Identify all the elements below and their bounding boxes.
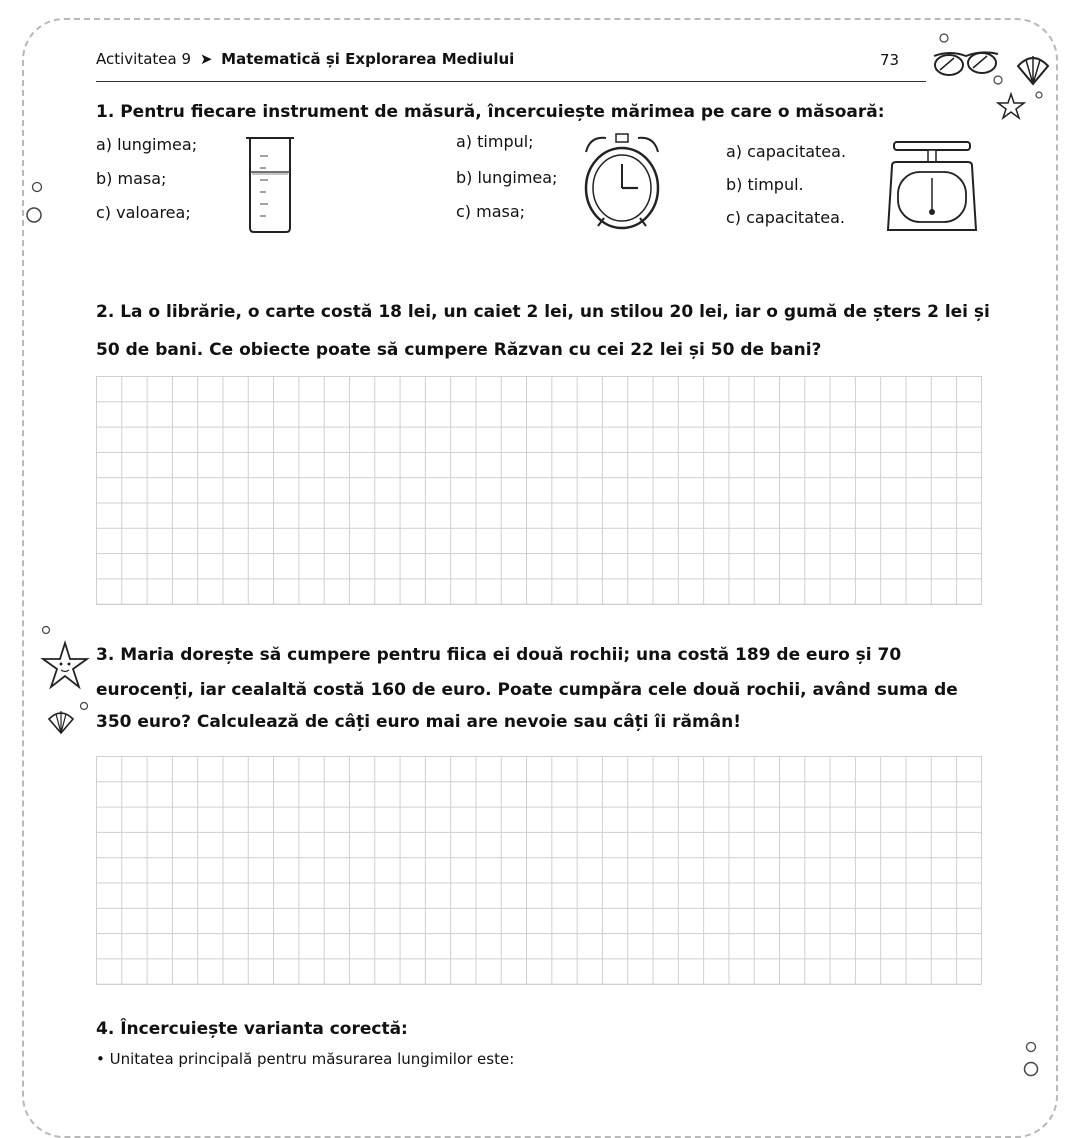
answer-grid-q2[interactable] <box>96 376 982 605</box>
bubble-icon <box>1024 1040 1038 1054</box>
q1-option[interactable]: b) masa; <box>96 169 167 188</box>
header-divider <box>96 81 926 82</box>
seashell-icon <box>46 708 76 736</box>
page-number: 73 <box>880 51 900 69</box>
bubble-icon <box>24 205 44 225</box>
beaker-icon <box>238 134 302 234</box>
arrow-icon: ➤ <box>199 50 213 68</box>
bubble-icon <box>78 700 90 712</box>
q1-option[interactable]: c) masa; <box>456 202 526 221</box>
bubble-icon <box>40 624 52 636</box>
question-4-bullet: • Unitatea principală pentru măsurarea lungimilor este: <box>96 1050 515 1068</box>
q1-option[interactable]: a) lungimea; <box>96 135 198 154</box>
activity-label: Activitatea 9 <box>96 50 192 68</box>
question-4-title: 4. Încercuiește varianta corectă: <box>96 1019 408 1039</box>
q1-option[interactable]: c) capacitatea. <box>726 208 846 227</box>
bubble-icon <box>992 74 1004 86</box>
q1-option[interactable]: a) capacitatea. <box>726 142 847 161</box>
question-3-line: eurocenți, iar cealaltă costă 160 de euro. Poate cumpăra cele două rochii, având suma de <box>96 680 958 700</box>
bubble-icon <box>30 180 44 194</box>
question-2-line: 2. La o librărie, o carte costă 18 lei, un caiet 2 lei, un stilou 20 lei, iar o gumă de șters 2 lei și <box>96 302 990 322</box>
q1-option[interactable]: c) valoarea; <box>96 203 191 222</box>
bubble-icon <box>1022 1060 1040 1078</box>
bubble-icon <box>1034 90 1044 100</box>
question-1-title: 1. Pentru fiecare instrument de măsură, încercuiește mărimea pe care o măsoară: <box>96 102 885 122</box>
answer-grid-q3[interactable] <box>96 756 982 985</box>
question-2-line: 50 de bani. Ce obiecte poate să cumpere Răzvan cu cei 22 lei și 50 de bani? <box>96 340 822 360</box>
kitchen-scale-icon <box>884 138 980 236</box>
bubble-icon <box>938 32 950 44</box>
q1-option[interactable]: b) timpul. <box>726 175 804 194</box>
alarm-clock-icon <box>580 130 664 234</box>
seashell-icon <box>1014 52 1052 88</box>
subject-label: Matematică și Explorarea Mediului <box>221 50 515 68</box>
starfish-icon <box>996 92 1026 120</box>
question-3-line: 3. Maria dorește să cumpere pentru fiica ei două rochii; una costă 189 de euro și 70 <box>96 645 902 665</box>
q1-option[interactable]: b) lungimea; <box>456 168 558 187</box>
header-title <box>96 50 514 68</box>
starfish-icon <box>40 640 90 692</box>
q1-option[interactable]: a) timpul; <box>456 132 534 151</box>
question-3-line: 350 euro? Calculează de câți euro mai are nevoie sau câți îi rămân! <box>96 712 742 732</box>
